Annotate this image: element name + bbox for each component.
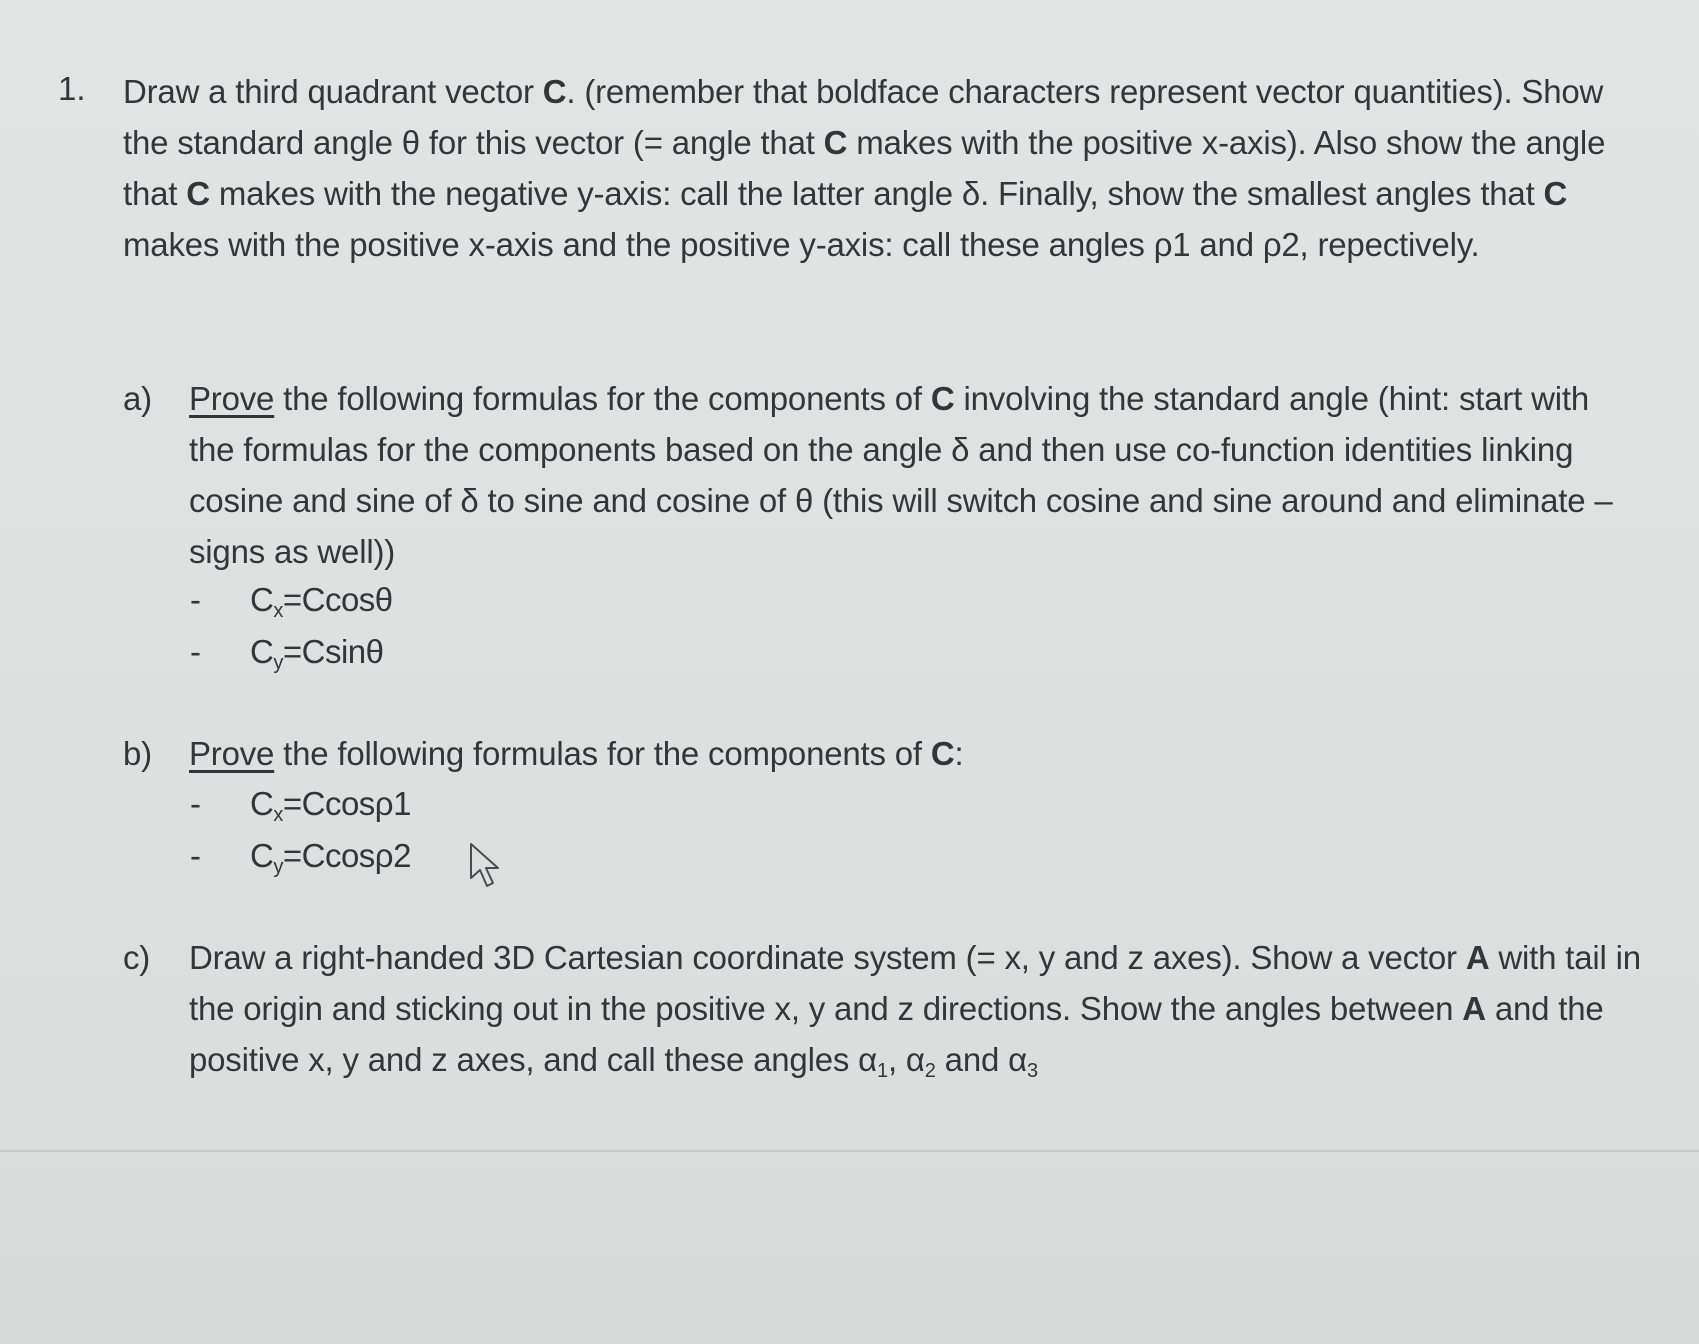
prove-label: Prove: [189, 735, 275, 772]
vector-c: C: [823, 124, 848, 161]
question-intro-4: makes with the negative y-axis: call the latter angle δ. Finally, show the smallest angles that: [209, 175, 1544, 212]
part-b-text: [189, 728, 1643, 779]
part-a: [123, 373, 1643, 577]
and-word: and: [935, 1041, 1009, 1078]
part-c-text-1: Draw a right-handed 3D Cartesian coordinate system (= x, y and z axes). Show a vector: [189, 939, 1466, 976]
alpha-subscript: 1: [877, 1060, 888, 1082]
question-intro-3: makes with the positive x-axis). Also show the angle that: [123, 124, 1606, 212]
prove-label: Prove: [189, 380, 275, 417]
vector-c: C: [930, 735, 955, 772]
part-b: [123, 728, 1643, 779]
formula-dash: -: [190, 785, 201, 822]
alpha-symbol: α: [905, 1041, 925, 1078]
part-c: [123, 932, 1643, 1097]
vector-c: C: [542, 73, 567, 110]
alpha-subscript: 3: [1027, 1060, 1038, 1082]
formula-rest: =Ccosθ: [282, 581, 393, 618]
formula-dash: -: [190, 837, 201, 874]
formula-subscript: y: [273, 856, 283, 878]
part-c-text-2: with tail in the origin and sticking out in the positive x, y and z directions. Show the angles between: [189, 939, 1641, 1027]
part-a-text: [189, 373, 1643, 577]
formula-base: C: [250, 581, 274, 618]
question-intro-5: makes with the positive x-axis and the positive y-axis: call these angles ρ1 and ρ2, repectively.: [123, 226, 1480, 263]
part-b-text-2: :: [954, 735, 964, 772]
formula-base: C: [250, 633, 274, 670]
alpha-symbol: α: [1008, 1041, 1028, 1078]
formula-subscript: x: [273, 600, 283, 622]
page-divider: [0, 1150, 1699, 1152]
formula-rest: =Csinθ: [282, 633, 384, 670]
vector-a: A: [1462, 990, 1486, 1027]
formula-rest: =Ccosρ2: [282, 837, 411, 874]
part-b-marker: b): [123, 735, 152, 772]
question-intro-1: Draw a third quadrant vector: [123, 73, 543, 110]
vector-c: C: [930, 380, 955, 417]
mouse-pointer-icon: [468, 842, 508, 892]
formula-dash: -: [190, 633, 201, 670]
formula-rest: =Ccosρ1: [282, 785, 411, 822]
formula-subscript: y: [273, 652, 283, 674]
vector-c: C: [1543, 175, 1568, 212]
part-a-marker: a): [123, 380, 152, 417]
part-c-text-3: and the positive x, y and z axes, and call these angles: [189, 990, 1604, 1078]
formula-base: C: [250, 837, 274, 874]
question-number: 1.: [58, 70, 86, 107]
separator: ,: [887, 1041, 906, 1078]
part-b-text-1: the following formulas for the components of: [274, 735, 931, 772]
question-text: [123, 66, 1643, 270]
formula-dash: -: [190, 581, 201, 618]
alpha-subscript: 2: [924, 1060, 936, 1082]
question-intro-2: . (remember that boldface characters represent vector quantities). Show the standard angle θ for this vector (= angle that: [123, 73, 1604, 161]
part-a-text-2: involving the standard angle (hint: start with the formulas for the components based on the angle δ and then use co-function identities linking cosine and sine of δ to sine and cosine of θ (this will switch cosine and sine around and eliminate – signs as well)): [189, 380, 1613, 570]
vector-a: A: [1465, 939, 1490, 976]
part-c-marker: c): [123, 939, 151, 976]
formula-subscript: x: [273, 804, 283, 826]
vector-c: C: [186, 175, 210, 212]
part-c-text: [189, 932, 1643, 1097]
formula-base: C: [250, 785, 274, 822]
alpha-symbol: α: [858, 1041, 878, 1078]
part-a-text-1: the following formulas for the components of: [274, 380, 931, 417]
